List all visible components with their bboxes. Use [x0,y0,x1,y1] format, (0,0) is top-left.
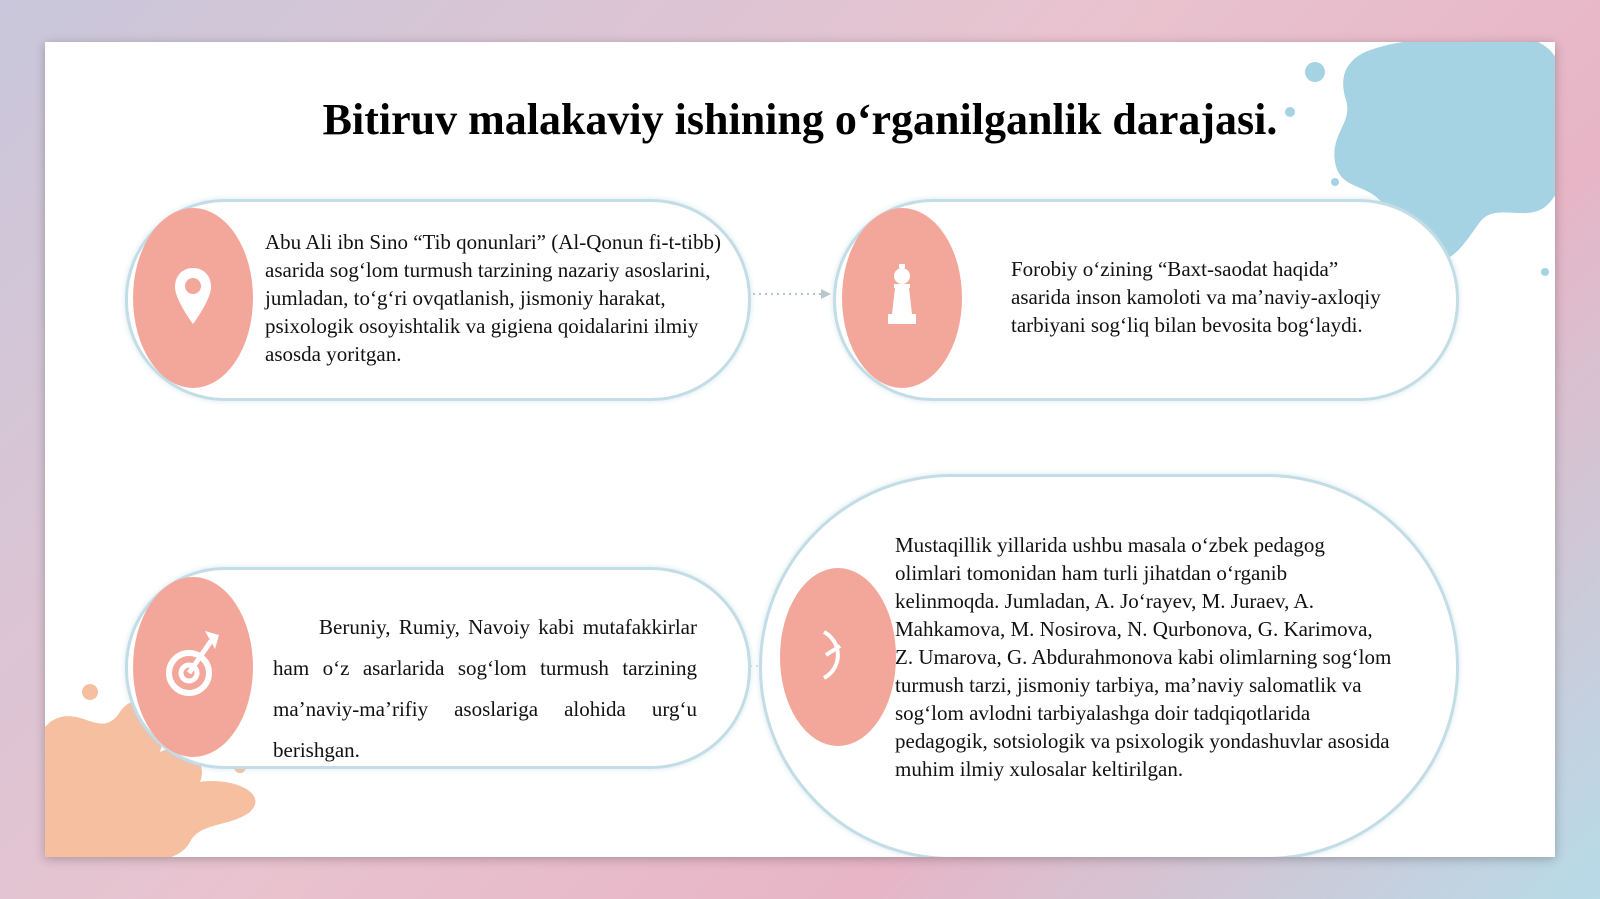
card-ibn-sino-text: Abu Ali ibn Sino “Tib qonunlari” (Al-Qonun fi-t-tibb) asarida sog‘lom turmush tarzining nazariy asoslarini, jumladan, to‘g‘ri ovqatlanish, jismoniy harakat, psixologik osoyishtalik va gigiena qoidalarini ilmiy asosda yoritgan. [265,230,721,366]
target-arrow-icon [165,627,221,708]
card-ibn-sino-circle [133,208,253,388]
card-mustaqillik-circle [780,568,896,746]
card-beruniy-circle [133,577,253,757]
card-mustaqillik-text: Mustaqillik yillarida ushbu masala o‘zbek pedagog olimlari tomonidan ham turli jihatdan o‘rganib kelinmoqda. Jumladan, A. Jo‘rayev, M. Juraev, A. Mahkamova, M. Nosirova, N. Qurbonova, G. Karimova, Z. Umarova, G. Abdurahmonova kabi olimlarning sog‘lom turmush tarzi, jismoniy tarbiya, ma’naviy salomatlik va sog‘lom avlodni tarbiyalashga doir tadqiqotlarida pedagogik, sotsiologik va psixologik yondashuvlar asosida muhim ilmiy xulosalar keltirilgan. [895,533,1392,781]
connector-arrow [745,286,835,302]
slide-title: Bitiruv malakaviy ishining o‘rganilganlik darajasi. [322,95,1278,144]
location-pin-icon [173,266,213,331]
chess-piece-icon [884,264,920,333]
slide [45,42,1555,857]
card-forobiy-circle [842,208,962,388]
card-beruniy-text: Beruniy, Rumiy, Navoiy kabi mutafakkirlar ham o‘z asarlarida sog‘lom turmush tarzining ma’naviy-ma’rifiy asoslariga alohida urg‘u berishgan. [273,615,697,762]
card-forobiy-text: Forobiy o‘zining “Baxt-saodat haqida” asarida inson kamoloti va ma’naviy-axloqiy tarbiyani sog‘liq bilan bevosita bog‘laydi. [1011,257,1381,337]
stopwatch-icon [818,622,858,693]
